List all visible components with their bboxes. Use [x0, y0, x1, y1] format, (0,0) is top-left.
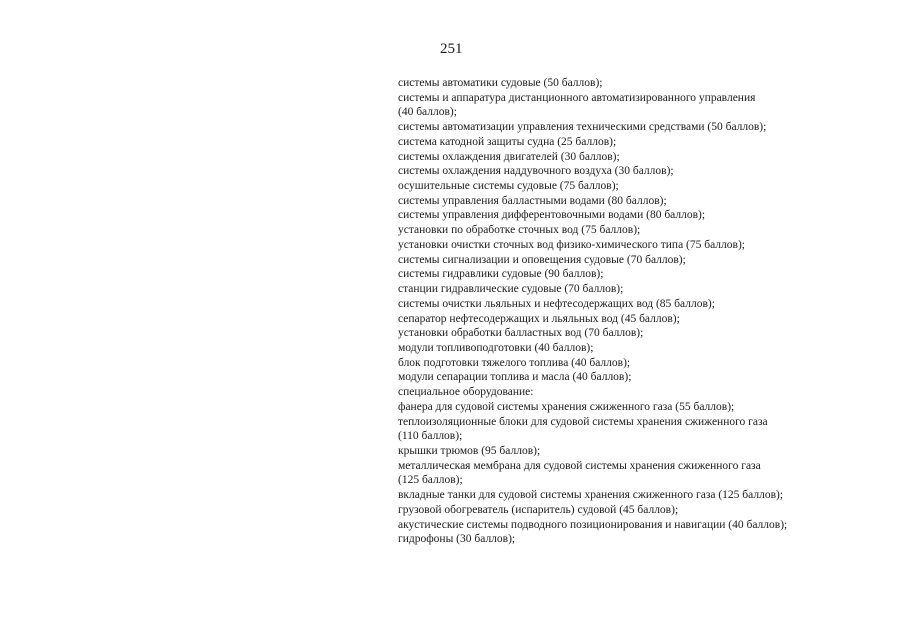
list-line: модули топливоподготовки (40 баллов);: [398, 341, 594, 354]
list-line: сепаратор нефтесодержащих и льяльных вод (45 баллов);: [398, 312, 680, 325]
list-line: установки очистки сточных вод физико-химического типа (75 баллов);: [398, 238, 745, 251]
list-line: гидрофоны (30 баллов);: [398, 533, 516, 546]
list-line: системы сигнализации и оповещения судовые (70 баллов);: [398, 253, 686, 266]
list-line: установки обработки балластных вод (70 баллов);: [398, 327, 644, 340]
list-line: крышки трюмов (95 баллов);: [398, 444, 541, 457]
list-line: системы автоматизации управления техническими средствами (50 баллов);: [398, 121, 767, 134]
list-line: станции гидравлические судовые (70 баллов);: [398, 283, 624, 296]
list-line: установки по обработке сточных вод (75 баллов);: [398, 224, 641, 237]
list-line: система катодной защиты судна (25 баллов);: [398, 135, 617, 148]
list-line: системы управления дифферентовочными водами (80 баллов);: [398, 209, 706, 222]
list-line: теплоизоляционные блоки для судовой системы хранения сжиженного газа: [398, 415, 768, 428]
equipment-list: [398, 76, 878, 547]
list-line: (40 баллов);: [398, 106, 457, 119]
list-line: системы охлаждения наддувочного воздуха (30 баллов);: [398, 165, 674, 178]
list-line: системы гидравлики судовые (90 баллов);: [398, 268, 604, 281]
list-line: блок подготовки тяжелого топлива (40 баллов);: [398, 356, 631, 369]
list-line: осушительные системы судовые (75 баллов);: [398, 180, 619, 193]
list-line: системы и аппаратура дистанционного автоматизированного управления: [398, 91, 756, 104]
page-number: 251: [440, 41, 463, 57]
list-line: системы очистки льяльных и нефтесодержащих вод (85 баллов);: [398, 297, 715, 310]
list-line: металлическая мембрана для судовой системы хранения сжиженного газа: [398, 459, 761, 472]
list-line: (125 баллов);: [398, 474, 463, 487]
list-line: вкладные танки для судовой системы хранения сжиженного газа (125 баллов);: [398, 489, 784, 502]
list-line: системы автоматики судовые (50 баллов);: [398, 77, 603, 89]
list-line: системы управления балластными водами (80 баллов);: [398, 194, 667, 207]
list-line: фанера для судовой системы хранения сжиженного газа (55 баллов);: [398, 400, 735, 413]
list-line: акустические системы подводного позиционирования и навигации (40 баллов);: [398, 518, 788, 531]
list-line: грузовой обогреватель (испаритель) судовой (45 баллов);: [398, 503, 679, 516]
list-line: (110 баллов);: [398, 430, 463, 443]
section-heading: специальное оборудование:: [398, 386, 534, 399]
list-line: модули сепарации топлива и масла (40 баллов);: [398, 371, 632, 384]
list-line: системы охлаждения двигателей (30 баллов);: [398, 150, 620, 163]
